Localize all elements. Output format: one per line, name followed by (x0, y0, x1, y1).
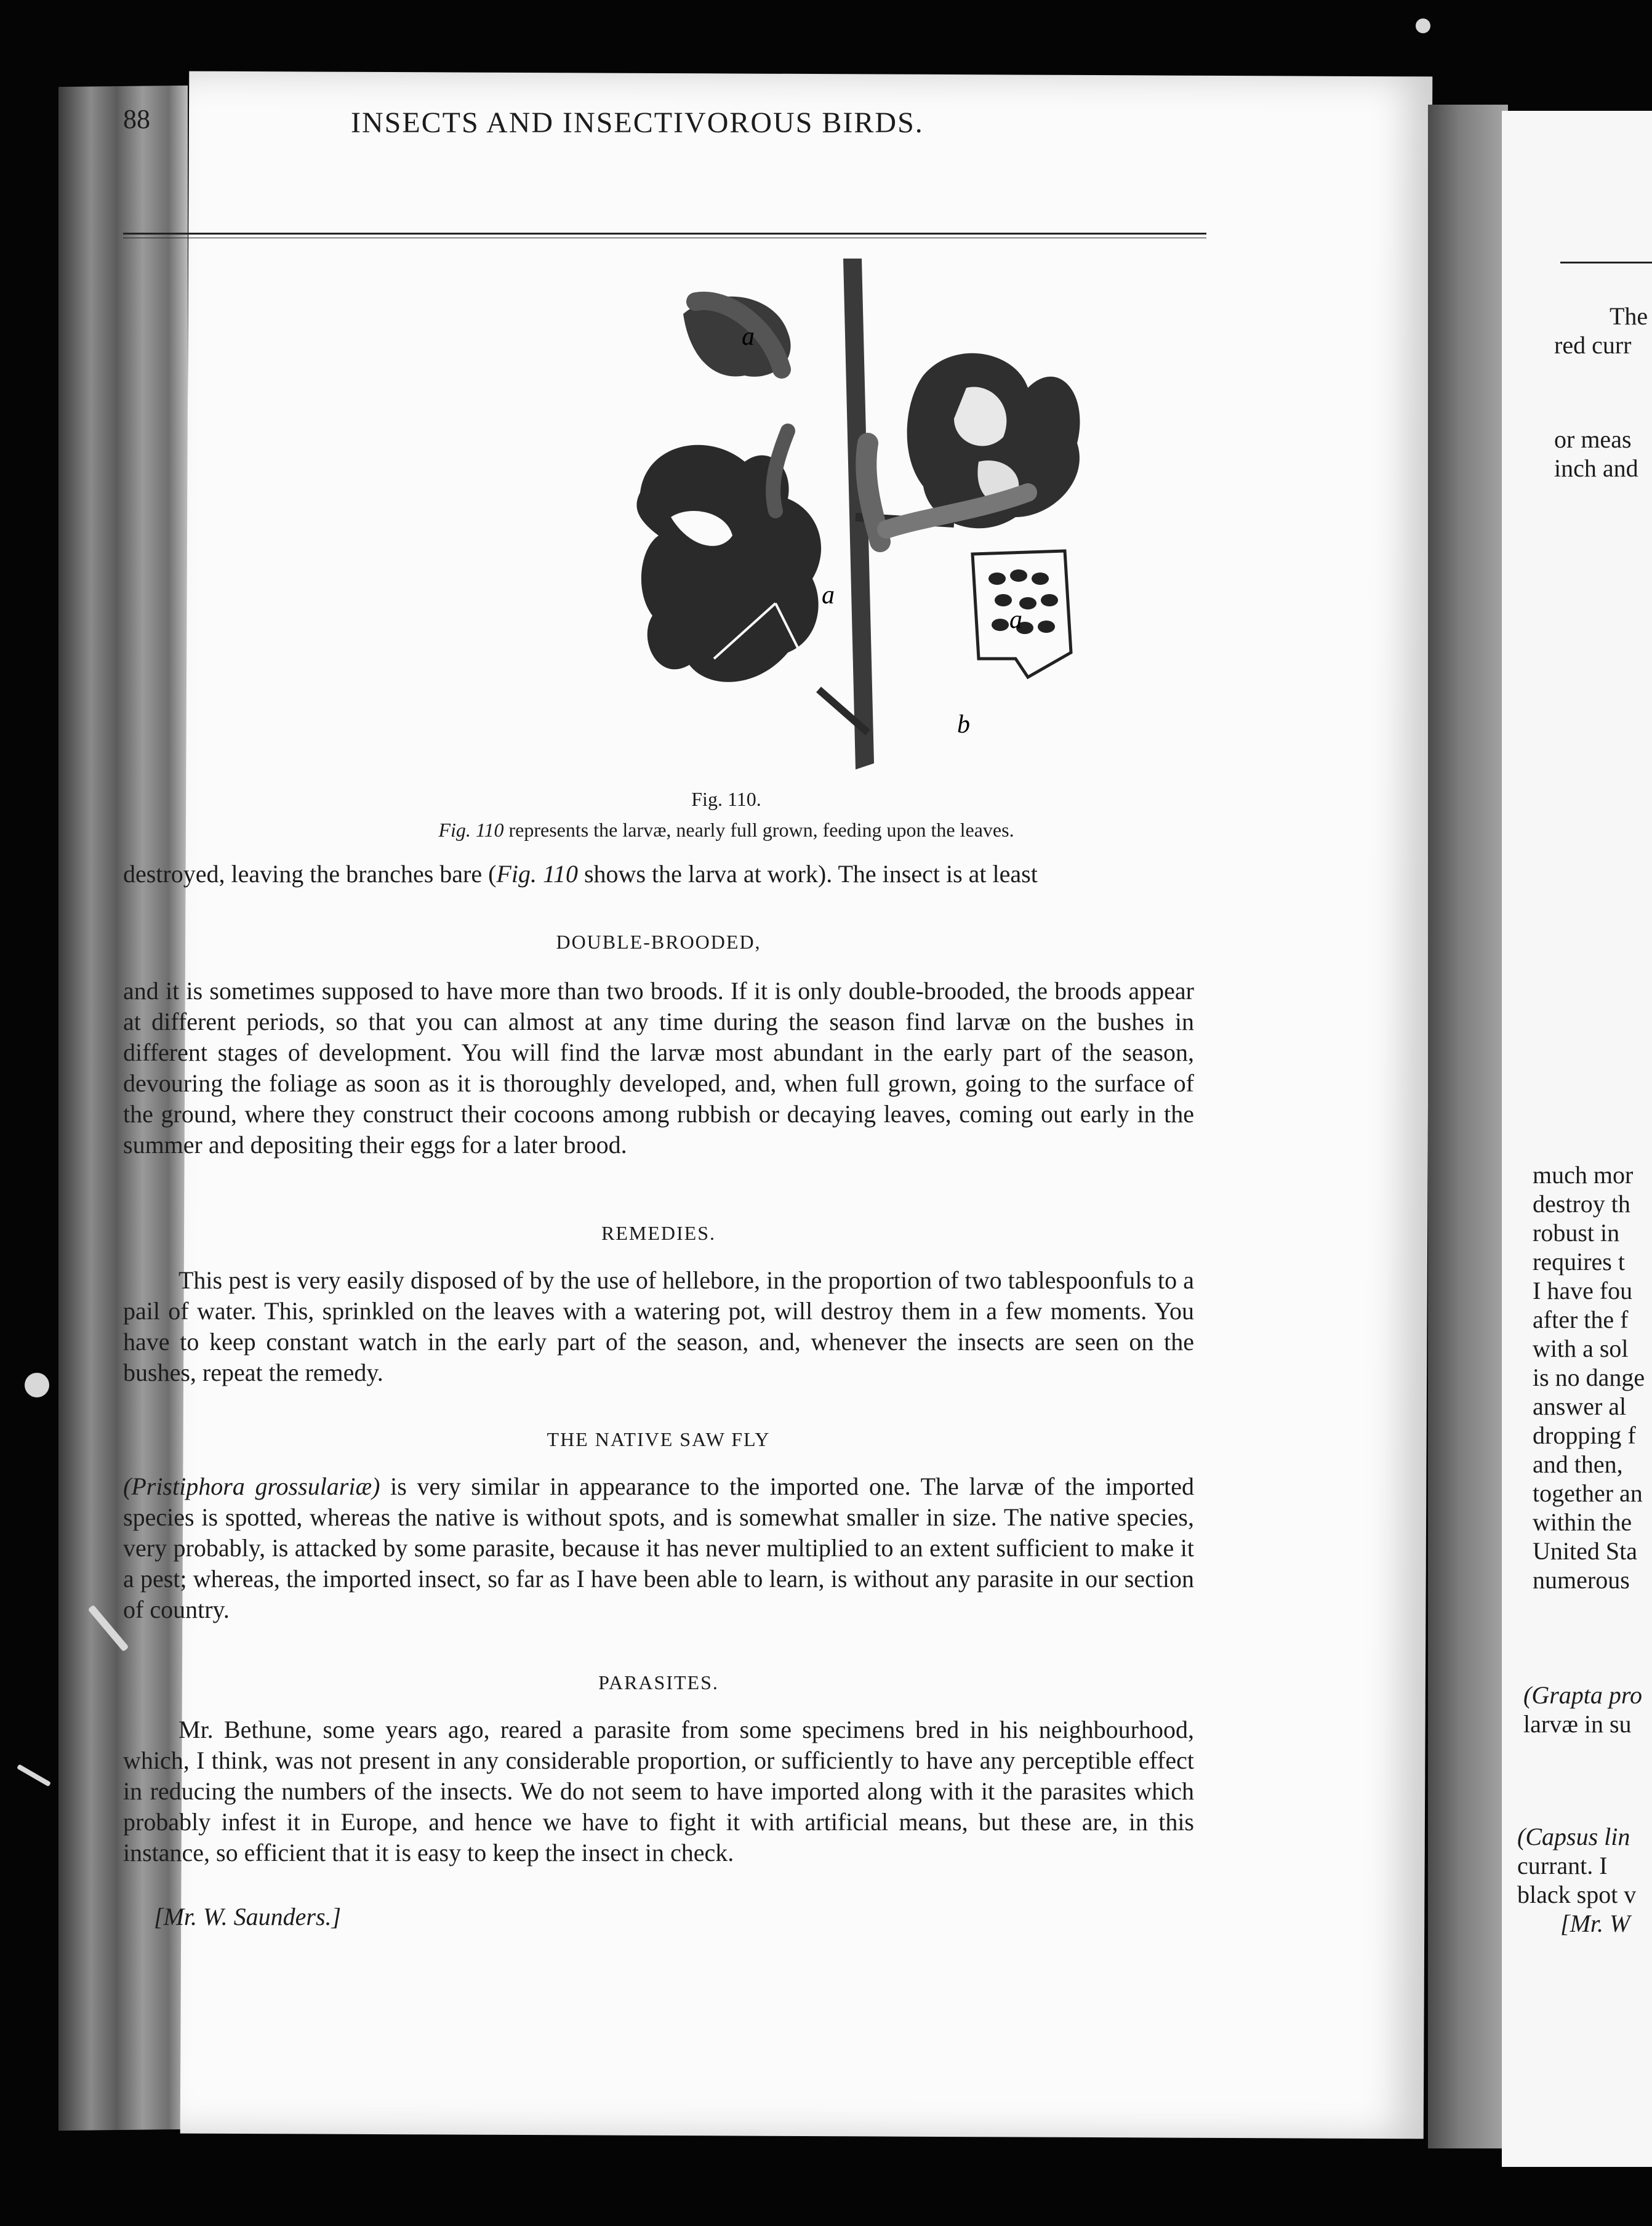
paragraph-2: and it is sometimes supposed to have more than two broods. If it is only double-brooded, the broods appear at different periods, so that you can almost at any time during the season find larvæ on the bushes in different stages of development. You will find the larvæ most abundant in the early part of the season, devouring the foliage as soon as it is thoroughly developed, and, when full grown, going to the surface of the ground, where they construct their cocoons among rubbish or decaying leaves, coming out early in the summer and depositing their eggs for a later brood. (123, 977, 1194, 1159)
header-rule (123, 233, 1206, 235)
right-line: United Sta (1533, 1537, 1637, 1565)
right-line: red curr (1554, 331, 1632, 359)
page-number: 88 (123, 104, 150, 134)
right-line: after the f (1533, 1306, 1629, 1333)
right-line: I have fou (1533, 1277, 1633, 1304)
heading-native-saw-fly: THE NATIVE SAW FLY (547, 1428, 771, 1450)
right-line: numerous (1533, 1566, 1630, 1594)
right-line: robust in (1533, 1219, 1620, 1247)
heading-double-brooded: DOUBLE-BROODED, (556, 931, 761, 953)
scan-speck (1416, 18, 1430, 33)
right-line: or meas (1554, 425, 1632, 453)
scan-speck (25, 1373, 49, 1397)
right-line: answer al (1533, 1392, 1627, 1420)
p4-species-name: (Pristiphora grossulariæ) (123, 1473, 380, 1500)
paragraph-3: This pest is very easily disposed of by the use of hellebore, in the proportion of two tablespoonfuls to a pail of water. This, sprinkled on the leaves with a watering pot, will destroy them in a few moments. You have to keep constant watch in the early part of the season, and, whenever the insects are seen on the bushes, repeat the remedy. (123, 1266, 1194, 1386)
paragraph-4 (123, 1471, 1194, 1625)
right-text-top (1554, 302, 1648, 360)
right-line: with a sol (1533, 1335, 1629, 1362)
figure-caption (185, 819, 1268, 842)
p1-text-b: shows the larva at work). The insect is at least (577, 860, 1038, 888)
label-a-middle: a (822, 581, 835, 609)
right-line: is no dange (1533, 1364, 1645, 1391)
right-line: (Grapta pro (1523, 1681, 1642, 1709)
right-line: within the (1533, 1508, 1632, 1536)
book-gutter (1428, 105, 1508, 2148)
right-text-block (1533, 1160, 1645, 1594)
right-header-rule (1560, 262, 1652, 263)
figure-caption-ref: Fig. 110 (438, 819, 504, 841)
label-a-top: a (742, 323, 755, 351)
right-line: requires t (1533, 1248, 1625, 1276)
right-line: together an (1533, 1479, 1643, 1507)
label-b: b (957, 710, 970, 739)
heading-parasites: PARASITES. (598, 1671, 719, 1694)
running-title: INSECTS AND INSECTIVOROUS BIRDS. (351, 106, 924, 139)
scan-speck (17, 1764, 51, 1787)
right-line: (Capsus lin (1517, 1823, 1630, 1850)
label-a-right: a (1009, 606, 1022, 634)
right-text-grapta (1523, 1681, 1642, 1738)
page-header (123, 98, 1206, 154)
p4-text: is very similar in appearance to the imported one. The larvæ of the imported species is spotted, whereas the native is without spots, and is somewhat smaller in size. The native species, very probably, is attacked by some parasite, because it has never multiplied to an extent sufficient to make it a pest; whereas, the imported insect, so far as I have been able to learn, is without any parasite in our section of country. (123, 1473, 1194, 1623)
right-line: larvæ in su (1523, 1710, 1632, 1738)
right-text-capsus (1517, 1822, 1636, 1938)
right-line: The (1610, 302, 1648, 330)
right-line: much mor (1533, 1161, 1634, 1189)
figure-label: Fig. 110. (691, 788, 761, 810)
right-line: destroy th (1533, 1190, 1630, 1218)
p1-fig-ref: Fig. 110 (496, 860, 578, 888)
right-line: black spot v (1517, 1881, 1637, 1908)
right-line: inch and (1554, 454, 1638, 482)
paragraph-5: Mr. Bethune, some years ago, reared a parasite from some specimens bred in his neighbourhood, which, I think, was not present in any considerable proportion, or sufficiently to have any perceptible effect in reducing the numbers of the insects. We do not seem to have imported along with it the parasites which probably infest it in Europe, and hence we have to fight it with artificial means, but these are, in this instance, so efficient that it is easy to keep the insect in check. (123, 1716, 1194, 1866)
right-line: currant. I (1517, 1852, 1608, 1879)
figure-caption-text: represents the larvæ, nearly full grown, feeding upon the leaves. (503, 819, 1014, 841)
paragraph-1 (123, 859, 1194, 890)
heading-remedies: REMEDIES. (601, 1222, 716, 1244)
right-line: and then, (1533, 1450, 1623, 1478)
p1-text-a: destroyed, leaving the branches bare ( (123, 860, 497, 888)
right-line: [Mr. W (1560, 1910, 1630, 1937)
larvae-illustration (634, 259, 1083, 788)
right-text-mid (1554, 425, 1638, 483)
right-line: dropping f (1533, 1421, 1636, 1449)
author-signature: [Mr. W. Saunders.] (154, 1903, 342, 1931)
